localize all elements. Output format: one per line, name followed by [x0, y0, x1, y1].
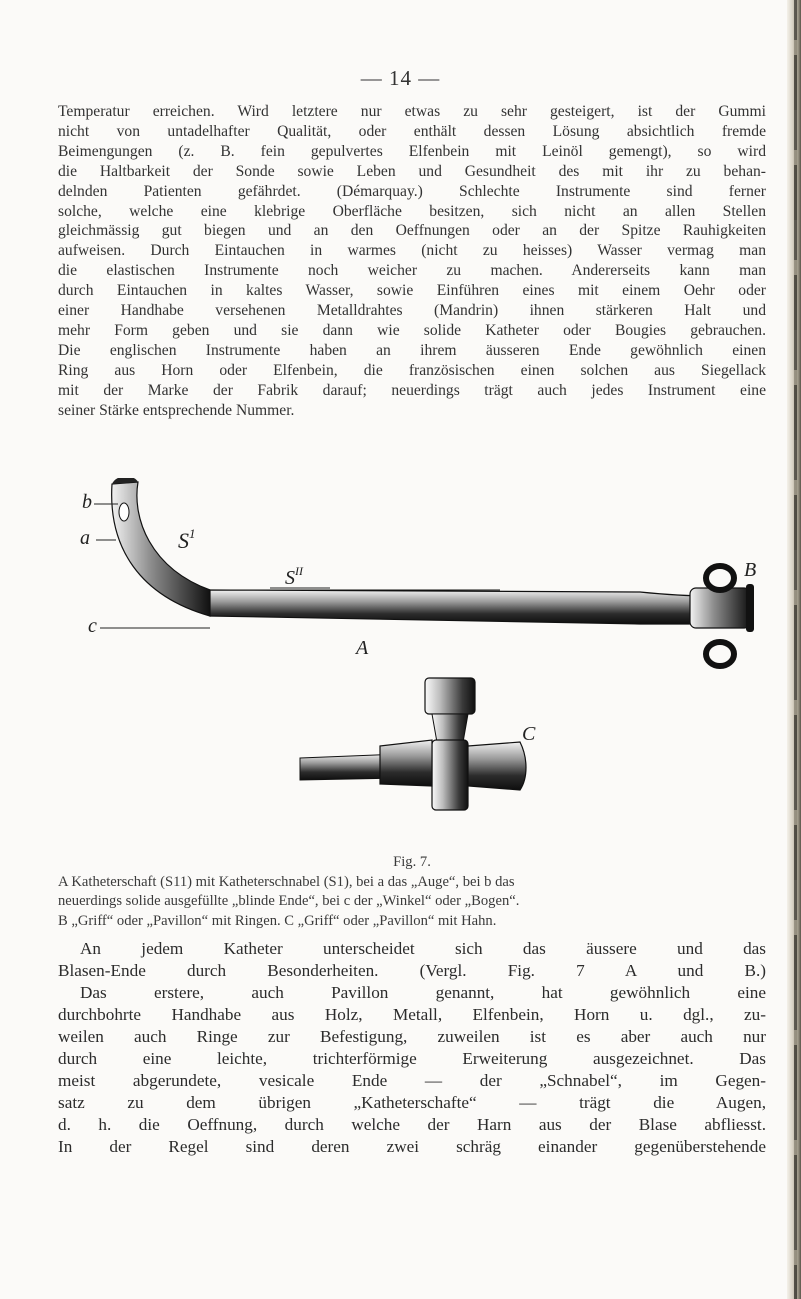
catheter-beak [112, 482, 210, 616]
text-line: die Haltbarkeit der Sonde sowie Leben und Gesundheit des mit ihr zu behan- [58, 162, 766, 180]
text-line: satz zu dem übrigen „Katheterschafte“ — trägt die Augen, [58, 1093, 766, 1112]
catheter-figure [0, 478, 801, 878]
figure-title: Fig. 7. [393, 854, 431, 870]
page-number: — 14 — [360, 66, 441, 90]
paragraph-2 [58, 938, 766, 1158]
label-s2: $S^{II}$ [285, 564, 303, 589]
text-line: einer Handhabe versehenen Metalldrahtes (Mandrin) ihnen stärkeren Halt und [58, 302, 766, 320]
text-line: seiner Stärke entsprechende Nummer. [58, 401, 295, 419]
catheter-eye [119, 503, 129, 521]
text-line: weilen auch Ringe zur Befestigung, zuweilen ist es aber auch nur [58, 1027, 766, 1046]
caption-line: neuerdings solide ausgefüllte „blinde Ende“, bei c der „Winkel“ oder „Bogen“. [58, 893, 520, 909]
text-line: Die englischen Instrumente haben an ihrem äusseren Ende gewöhnlich einen [58, 341, 766, 359]
text-line: gleichmässig gut biegen und an den Oeffnungen oder an der Spitze Rauhigkeiten [58, 222, 766, 240]
catheter-shaft [210, 590, 710, 624]
caption-line: B „Griff“ oder „Pavillon“ mit Ringen. C „Griff“ oder „Pavillon“ mit Hahn. [58, 912, 497, 929]
text-line: Beimengungen (z. B. fein gepulvertes Elfenbein mit Leinöl gemengt), so wird [58, 142, 766, 160]
text-line: durchbohrte Handhabe aus Holz, Metall, Elfenbein, Horn u. dgl., zu- [58, 1005, 766, 1024]
label-s1: $S^1$ [178, 526, 196, 553]
right-connector [468, 742, 526, 790]
ring-top [706, 566, 734, 590]
label-a: a [80, 527, 90, 549]
text-line: delnden Patienten gefährdet. (Démarquay.) Schlechte Instrumente sind ferner [58, 182, 766, 200]
label-b: b [82, 491, 92, 513]
text-line: mit der Marke der Fabrik darauf; neuerdings trägt auch jedes Instrument eine [58, 381, 766, 399]
pavillon-b [690, 588, 750, 628]
text-line: mehr Form geben und sie dann wie solide Katheter oder Bougies gebrauchen. [58, 321, 766, 339]
caption-line: A Katheterschaft (S11) mit Katheterschnabel (S1), bei a das „Auge“, bei b das [58, 873, 515, 890]
ring-bottom [706, 642, 734, 666]
text-line: durch Eintauchen in kaltes Wasser, sowie Einführen eines mit einem Oehr oder [58, 282, 766, 300]
paragraph-1 [58, 102, 766, 421]
text-line: durch eine leichte, trichterförmige Erweiterung ausgezeichnet. Das [58, 1049, 766, 1068]
label-B: B [744, 559, 757, 581]
flared-connector [380, 740, 432, 786]
text-line: solche, welche eine klebrige Oberfläche besitzen, sich nicht an allen Stellen [58, 202, 766, 220]
text-line: d. h. die Oeffnung, durch welche der Harn aus der Blase abfliesst. [58, 1115, 766, 1134]
text-line: Ring aus Horn oder Elfenbein, die französischen einen solchen aus Siegellack [58, 361, 766, 379]
text-line: In der Regel sind deren zwei schräg einander gegenüberstehende [58, 1137, 766, 1156]
text-line: meist abgerundete, vesicale Ende — der „Schnabel“, im Gegen- [58, 1071, 766, 1090]
text-line: Das erstere, auch Pavillon genannt, hat gewöhnlich eine [80, 983, 766, 1002]
text-line: nicht von untadelhafter Qualität, oder enthält dessen Lösung absichtlich fremde [58, 122, 766, 140]
label-C: C [522, 723, 536, 745]
hahn-handle [425, 678, 475, 714]
hahn-body [432, 740, 468, 810]
pavillon-end [746, 584, 754, 632]
label-A: A [356, 637, 369, 659]
catheter-a-drawing [80, 478, 756, 666]
label-c: c [88, 615, 97, 637]
text-line: An jedem Katheter unterscheidet sich das äussere und das [80, 939, 766, 958]
text-line: Temperatur erreichen. Wird letztere nur etwas zu sehr gesteigert, ist der Gummi [58, 103, 766, 120]
figure-caption [58, 853, 766, 931]
pavillon-c-drawing [300, 678, 536, 810]
text-line: aufweisen. Durch Eintauchen in warmes (nicht zu heisses) Wasser vermag man [58, 242, 766, 260]
text-line: die elastischen Instrumente noch weicher zu machen. Andererseits kann man [58, 262, 766, 280]
text-line: Blasen-Ende durch Besonderheiten. (Vergl. Fig. 7 A und B.) [58, 961, 766, 980]
